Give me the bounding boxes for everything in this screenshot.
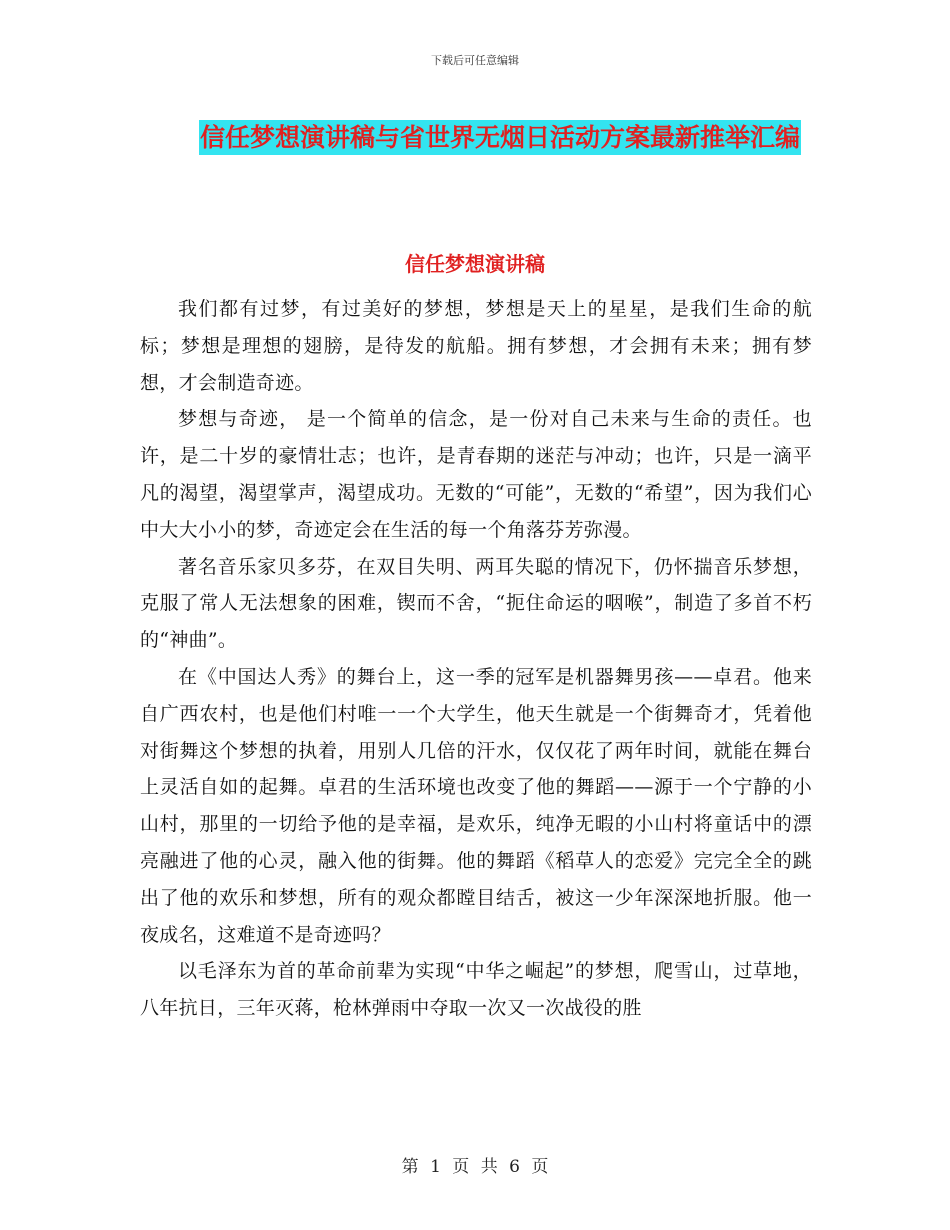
page-number-footer: 第 1 页 共 6 页: [401, 1157, 549, 1177]
page-header-note: 下载后可任意编辑: [431, 54, 519, 67]
document-title: [192, 112, 808, 164]
paragraph-2: 梦想与奇迹， 是一个简单的信念，是一份对自己未来与生命的责任。也许，是二十岁的豪情壮志；也许，是青春期的迷茫与冲动；也许，只是一滴平凡的渴望，渴望掌声，渴望成功。无数的“可能”，无数的“希望”，因为我们心中大大小小的梦，奇迹定会在生活的每一个角落芬芳弥漫。: [140, 408, 812, 541]
document-title-highlight: 信任梦想演讲稿与省世界无烟日活动方案最新推举汇编: [199, 120, 801, 155]
paragraph-4: 在《中国达人秀》的舞台上，这一季的冠军是机器舞男孩——卓君。他来自广西农村，也是他们村唯一一个大学生，他天生就是一个街舞奇才，凭着他对街舞这个梦想的执着，用别人几倍的汗水，仅仅花了两年时间，就能在舞台上灵活自如的起舞。卓君的生活环境也改变了他的舞蹈——源于一个宁静的小山村，那里的一切给予他的是幸福，是欢乐，纯净无暇的小山村将童话中的漂亮融进了他的心灵，融入他的街舞。他的舞蹈《稻草人的恋爱》完完全全的跳出了他的欢乐和梦想，所有的观众都瞠目结舌，被这一少年深深地折服。他一夜成名，这难道不是奇迹吗？: [140, 665, 812, 946]
document-body: [140, 291, 812, 1027]
paragraph-3: 著名音乐家贝多芬，在双目失明、两耳失聪的情况下，仍怀揣音乐梦想，克服了常人无法想象的困难，锲而不舍，“扼住命运的咽喉”，制造了多首不朽的“神曲”。: [140, 555, 812, 652]
paragraph-5: 以毛泽东为首的革命前辈为实现“中华之崛起”的梦想，爬雪山，过草地，八年抗日，三年灭蒋，枪林弹雨中夺取一次又一次战役的胜: [140, 960, 812, 1020]
paragraph-1: 我们都有过梦，有过美好的梦想，梦想是天上的星星，是我们生命的航标；梦想是理想的翅膀，是待发的航船。拥有梦想，才会拥有未来；拥有梦想，才会制造奇迹。: [140, 298, 812, 394]
section-title: 信任梦想演讲稿: [405, 252, 545, 276]
